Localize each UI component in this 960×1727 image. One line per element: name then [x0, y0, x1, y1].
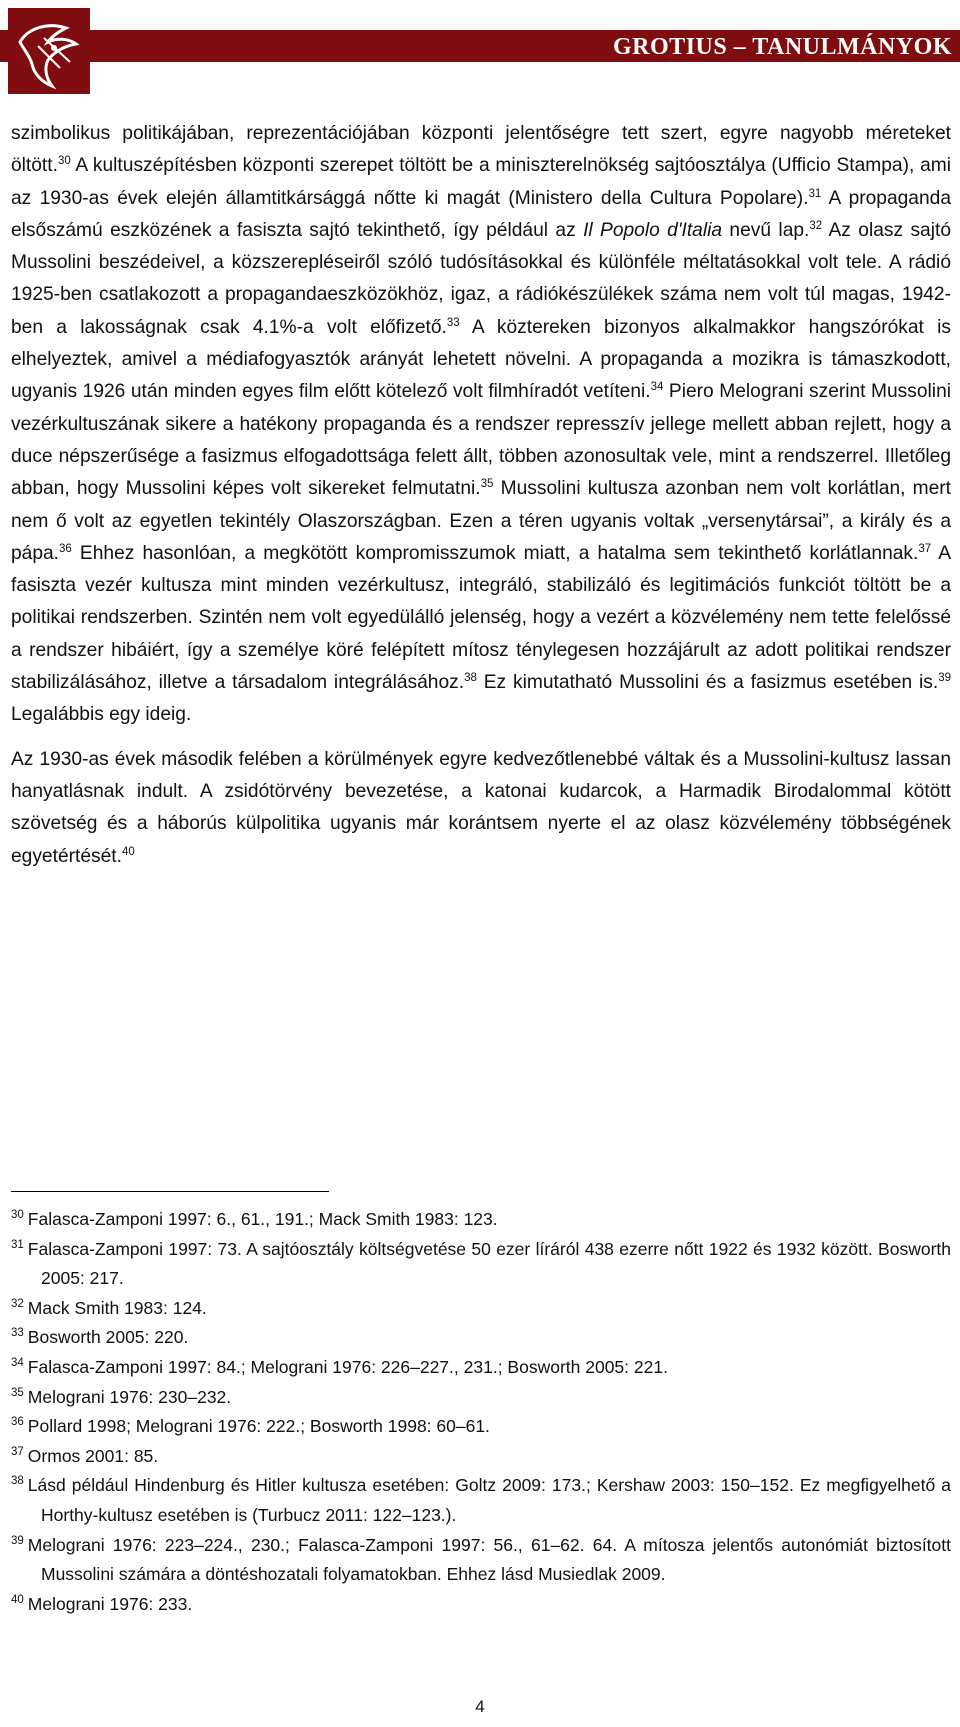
footnote-30 [11, 1205, 951, 1235]
footnote-34 [11, 1353, 951, 1383]
footnotes [11, 1205, 951, 1619]
text-run: A propaganda elsőszámú eszközének a fasiszta sajtó tekinthető, így például az [11, 187, 951, 241]
footnote-ref-30[interactable]: 30 [57, 155, 71, 168]
footnote-ref-31[interactable]: 31 [808, 187, 822, 200]
footnote-number: 32 [11, 1297, 24, 1310]
page-number: 4 [475, 1697, 485, 1716]
italic-title: Il Popolo d'Italia [583, 219, 723, 241]
text-run: nevű lap. [722, 219, 810, 241]
footnote-ref-32[interactable]: 32 [809, 219, 823, 232]
footnote-text: Melograni 1976: 233. [27, 1593, 193, 1614]
paragraph-2 [11, 744, 951, 873]
footnote-32 [11, 1294, 951, 1324]
footnote-36 [11, 1412, 951, 1442]
footnote-ref-40[interactable]: 40 [121, 845, 135, 858]
text-run: Ehhez hasonlóan, a megkötött kompromisszumok miatt, a hatalma sem tekinthető korlátlannak. [71, 542, 919, 564]
header-title: GROTIUS – TANULMÁNYOK [613, 34, 952, 60]
footnote-number: 38 [11, 1475, 24, 1488]
footnote-ref-38[interactable]: 38 [464, 672, 477, 685]
footnote-ref-37[interactable]: 37 [918, 542, 932, 555]
text-run: A fasiszta vezér kultusza mint minden vezérkultusz, integráló, stabilizáló és legitimációs funkciót töltött be a politikai rendszerben. Szintén nem volt egyedülálló jelenség, hogy a vezért a közvélemény nem tette felelőssé a rendszer hibáiért, így a személye köré felépített mítosz ténylegesen hozzájárult az adott politikai rendszer stabilizálásához, illetve a társadalom integrálásához. [11, 542, 951, 694]
footnote-text: Falasca-Zamponi 1997: 6., 61., 191.; Mack Smith 1983: 123. [27, 1209, 498, 1229]
grotius-logo-icon [8, 8, 90, 94]
footnote-38 [11, 1471, 951, 1530]
footnote-ref-34[interactable]: 34 [650, 381, 664, 394]
footnote-text: Melograni 1976: 223–224., 230.; Falasca-Zamponi 1997: 56., 61–62. 64. A mítosza jelentős autonómiát biztosított Mussolini számára a döntéshozatali folyamatokban. Ehhez lásd Musiedlak 2009. [27, 1534, 951, 1585]
footnote-ref-33[interactable]: 33 [446, 316, 460, 329]
text-run: Ez kimutatható Mussolini és a fasizmus esetében is. [476, 672, 939, 694]
footnote-ref-35[interactable]: 35 [480, 478, 494, 491]
footnote-text: Mack Smith 1983: 124. [27, 1297, 207, 1318]
footnote-number: 34 [11, 1356, 24, 1369]
footnote-number: 39 [11, 1534, 24, 1547]
text-run: A kultuszépítésben központi szerepet töltött be a miniszterelnökség sajtóosztálya (Ufficio Stampa), ami az 1930-as évek elején államtitkársággá nőtte ki magát (Ministero della Cultura Popolare). [11, 155, 951, 209]
footnote-text: Pollard 1998; Melograni 1976: 222.; Bosworth 1998: 60–61. [27, 1416, 490, 1437]
footnote-ref-36[interactable]: 36 [59, 542, 72, 555]
body-text [11, 118, 951, 873]
footnote-number: 37 [11, 1445, 24, 1458]
footnote-number: 35 [11, 1386, 24, 1399]
footnote-31 [11, 1235, 951, 1294]
footnote-number: 36 [11, 1416, 24, 1429]
footnote-text: Lásd például Hindenburg és Hitler kultusza esetében: Goltz 2009: 173.; Kershaw 2003: 150–152. Ez megfigyelhető a Horthy-kultusz esetében is (Turbucz 2011: 122–123.). [27, 1475, 951, 1525]
text-run: A köztereken bizonyos alkalmakkor hangszórókat is elhelyeztek, amivel a médiafogyasztók arányát lehetett növelni. A propaganda a mozikra is támaszkodott, ugyanis 1926 után minden egyes film előtt kötelező volt filmhíradót vetíteni. [11, 316, 951, 403]
footnote-37 [11, 1442, 951, 1472]
footnote-text: Falasca-Zamponi 1997: 84.; Melograni 1976: 226–227., 231.; Bosworth 2005: 221. [27, 1356, 668, 1377]
footnote-35 [11, 1383, 951, 1413]
footnote-separator [11, 1191, 329, 1192]
paragraph-1 [11, 118, 951, 732]
footnote-33 [11, 1323, 951, 1353]
footnote-ref-39[interactable]: 39 [938, 672, 952, 685]
text-run: Piero Melograni szerint Mussolini vezérkultuszának sikere a hatékony propaganda és a rendszer represszív jellege mellett abban rejlett, hogy a duce népszerűsége a fasizmus elfogadottsága felett állt, többen azonosultak vele, mint a rendszerrel. Illetőleg abban, hogy Mussolini képes volt sikereket felmutatni. [11, 381, 952, 500]
footnote-number: 30 [11, 1209, 24, 1221]
text-run: Az olasz sajtó Mussolini beszédeivel, a közszerepléseiről szóló tudósításokkal és különféle méltatásokkal volt tele. A rádió 1925-ben csatlakozott a propagandaeszközökhöz, igaz, a rádiókészülékek száma nem volt túl magas, 1942-ben a lakosságnak csak 4.1%-a volt előfizető. [11, 219, 951, 338]
footnote-text: Melograni 1976: 230–232. [27, 1386, 232, 1407]
footnote-39 [11, 1531, 951, 1590]
text-run: szimbolikus politikájában, reprezentációjában központi jelentőségre tett szert, egyre nagyobb méreteket öltött. [11, 123, 951, 177]
text-run: Mussolini kultusza azonban nem volt korlátlan, mert nem ő volt az egyetlen tekintély Olaszországban. Ezen a téren ugyanis voltak „versenytársai”, a király és a pápa. [11, 478, 952, 564]
footnote-text: Falasca-Zamponi 1997: 73. A sajtóosztály költségvetése 50 ezer líráról 438 ezerre nőtt 1922 és 1932 között. Bosworth 2005: 217. [27, 1238, 951, 1289]
footnote-40 [11, 1590, 951, 1620]
footnote-number: 33 [11, 1327, 24, 1340]
footnote-number: 31 [11, 1238, 24, 1251]
text-run: Az 1930-as évek második felében a körülmények egyre kedvezőtlenebbé váltak és a Mussolini-kultusz lassan hanyatlásnak indult. A zsidótörvény bevezetése, a katonai kudarcok, a Harmadik Birodalommal kötött szövetség és a háborús külpolitika ugyanis már korántsem nyerte el az olasz közvélemény többségének egyetértését. [11, 748, 951, 867]
footnote-text: Bosworth 2005: 220. [27, 1327, 189, 1348]
text-run: Legalábbis egy ideig. [11, 704, 192, 726]
footnote-text: Ormos 2001: 85. [27, 1445, 159, 1466]
footnote-number: 40 [11, 1593, 24, 1606]
